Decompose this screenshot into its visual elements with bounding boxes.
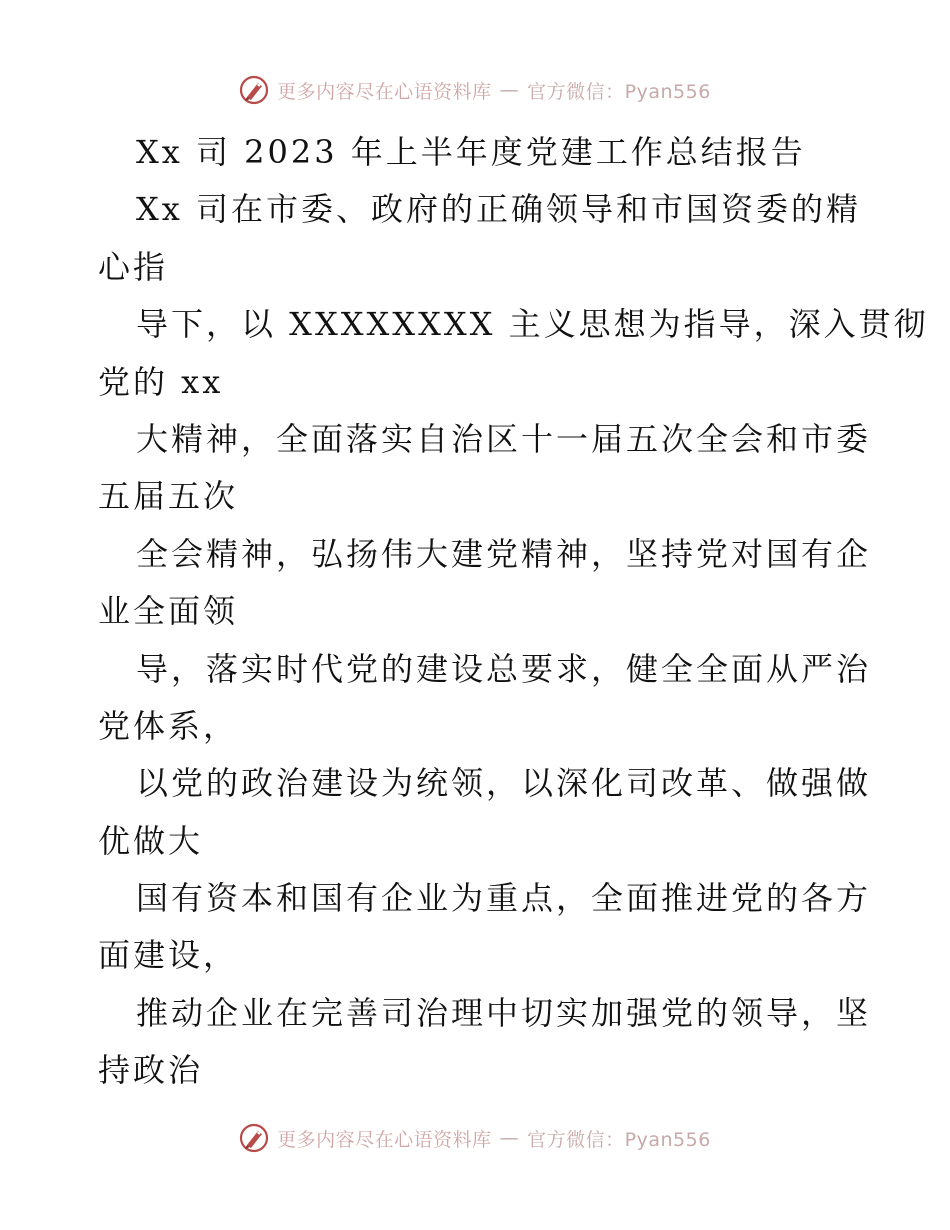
footer-banner-contact: 官方微信：Pyan556 [527,1128,711,1151]
header-banner-separator: — [499,79,520,101]
footer-banner [0,1118,950,1158]
header-banner-text: 更多内容尽在心语资料库 [277,80,492,103]
footer-banner-content [239,1123,711,1153]
paragraph-line: Xx 司在市委、政府的正确领导和市国资委的精 [136,190,862,229]
pen-logo-icon [239,1123,269,1153]
pen-logo-icon [239,75,269,105]
paragraph-line: 持政治 [98,1051,204,1090]
document-title: Xx 司 2023 年上半年度党建工作总结报告 [136,133,806,171]
paragraph-line: 推动企业在完善司治理中切实加强党的领导，坚 [136,993,872,1032]
header-banner-content [239,75,711,105]
paragraph-line: 五届五次 [98,477,239,516]
paragraph-line: 业全面领 [98,592,239,631]
footer-banner-text: 更多内容尽在心语资料库 [277,1128,492,1151]
paragraph-line: 导下，以 XXXXXXXX 主义思想为指导，深入贯彻 [136,305,929,344]
paragraph-line: 大精神，全面落实自治区十一届五次全会和市委 [136,419,872,458]
paragraph-line: 导，落实时代党的建设总要求，健全全面从严治 [136,649,872,688]
paragraph-line: 以党的政治建设为统领，以深化司改革、做强做 [136,764,872,803]
paragraph-line: 国有资本和国有企业为重点，全面推进党的各方 [136,879,872,918]
footer-banner-separator: — [499,1127,520,1149]
document-body [98,124,929,1100]
paragraph-line: 党的 xx [98,362,224,401]
paragraph-line: 党体系， [98,706,239,745]
header-banner [0,70,950,110]
paragraph-line: 面建设， [98,936,239,975]
header-banner-contact: 官方微信：Pyan556 [527,80,711,103]
paragraph-line: 全会精神，弘扬伟大建党精神，坚持党对国有企 [136,534,872,573]
paragraph-line: 心指 [98,247,169,286]
paragraph-line: 优做大 [98,821,204,860]
